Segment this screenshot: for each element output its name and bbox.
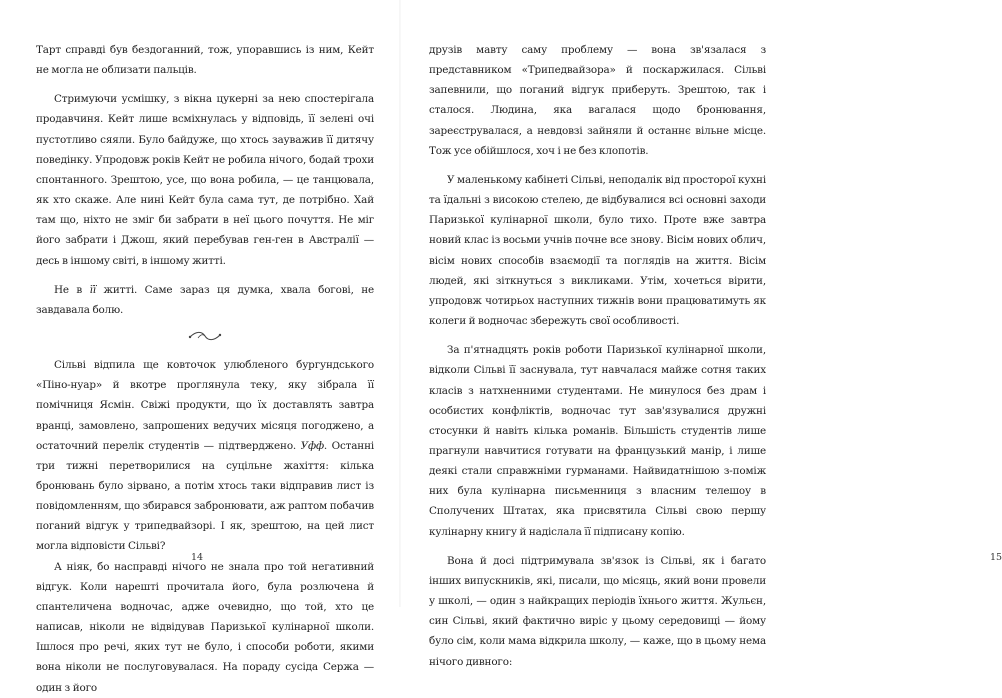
right-page-text <box>429 40 766 672</box>
page-number: 15 <box>990 552 1002 563</box>
emphasis: її <box>89 283 96 296</box>
emphasis: Уфф. <box>300 439 328 452</box>
paragraph: друзів мавту саму проблему — вона зв'язалася з представником «Трипедвайзора» й поскаржилася. Сільві запевнили, що поганий відгук приберуть. Зрештою, так і сталося. Людина, яка вагалася щодо бронювання, зареєструвалася, а невдовзі зайняли й останнє вільне місце. Тож усе обійшлося, хоч і не без клопотів. <box>429 44 766 157</box>
paragraph: Вона й досі підтримувала зв'язок із Сільві, як і багато інших випускників, які, писали, що місяць, який вони провели у школі, — один з найкращих періодів їхнього життя. Жульєн, син Сільві, який фактично виріс у цьому середовищі — йому було сім, коли мама відкрила школу, — каже, що в цьому нема нічого дивного: <box>429 554 766 668</box>
paragraph <box>36 355 374 557</box>
text-run: Сільві відпила ще ковточок улюбленого бургундського «Піно-нуар» й вкотре проглянула теку, яку зібрала її помічниця Ясмін. Свіжі продукти, що їх доставлять завтра вранці, замовлено, запрошених ведучих місяця погоджено, а остаточний перелік студентів — підтверджено. <box>36 359 374 452</box>
paragraph <box>36 280 374 320</box>
left-page-text <box>36 40 374 698</box>
paragraph: У маленькому кабінеті Сільві, неподалік від просторої кухні та їдальні з високою стелею, де відбувалися всі основні заходи Паризької кулінарної школи, було тихо. Проте вже завтра новий клас із восьми учнів почне все знову. Вісім нових облич, вісім нових способів взаємодії та поглядів на життя. Вісім людей, які зіткнуться з викликами. Утім, хочеться вірити, упродовж чотирьох наступних тижнів вони працюватимуть як колеги й водночас збережуть свої особливості. <box>429 173 766 328</box>
left-page <box>0 0 400 694</box>
text-run: Не в <box>54 283 90 296</box>
paragraph: А ніяк, бо насправді нічого не знала про той негативний відгук. Коли нарешті прочитала його, була розлючена й спантеличена водночас, адже очевидно, що той, хто це написав, ніколи не відвідував Паризької кулінарної школи. Ішлося про речі, яких тут не було, і способи роботи, якими вона ніколи не послуговувалася. На пораду сусіда Сержа — один з його <box>36 560 374 694</box>
paragraph: Тарт справді був бездоганний, тож, упоравшись із ним, Кейт не могла не облизати пальців. <box>36 44 374 77</box>
section-divider-flourish-icon <box>36 329 374 345</box>
text-run: житті. Саме зараз ця думка, хвала богові, не завдавала болю. <box>36 283 374 316</box>
paragraph: За п'ятнадцять років роботи Паризької кулінарної школи, відколи Сільві її заснувала, тут навчалася майже сотня таких класів з натхненними студентами. Не минулося без драм і особистих конфліктів, водночас тут зав'язувалися дружні стосунки й навіть кілька романів. Більшість студентів лише прагнули навчитися готувати на французький манір, і лише деякі стали справжніми гурманами. Найвидатнішою з-поміж них була кулінарна письменниця з власним телешоу в Сполучених Штатах, яка присвятила Сільві свою першу кулінарну книгу й надіслала її підписану копію. <box>429 344 766 538</box>
paragraph: Стримуючи усмішку, з вікна цукерні за нею спостерігала продавчиня. Кейт лише всміхнулась у відповідь, її зелені очі пустотливо сяяли. Було байдуже, що хтось зауважив її дитячу поведінку. Упродовж років Кейт не робила нічого, бодай трохи спонтанного. Зрештою, усе, що вона робила, — це танцювала, як хто скаже. Але нині Кейт була сама тут, де потрібно. Хай там що, ніхто не зміг би забрати в неї цього почуття. Не міг його забрати і Джош, який перебував ген-ген в Австралії — десь в іншому світі, в іншому житті. <box>36 93 374 267</box>
page-number: 14 <box>191 552 204 563</box>
text-run: Останні три тижні перетворилися на суцільне жахіття: кілька бронювань було зірвано, а потім хтось таки відправив лист із повідомленням, що збирався забронювати, аж раптом побачив поганий відгук у трипедвайзорі. І як, зрештою, на цей лист могла відповісти Сільві? <box>36 439 375 553</box>
